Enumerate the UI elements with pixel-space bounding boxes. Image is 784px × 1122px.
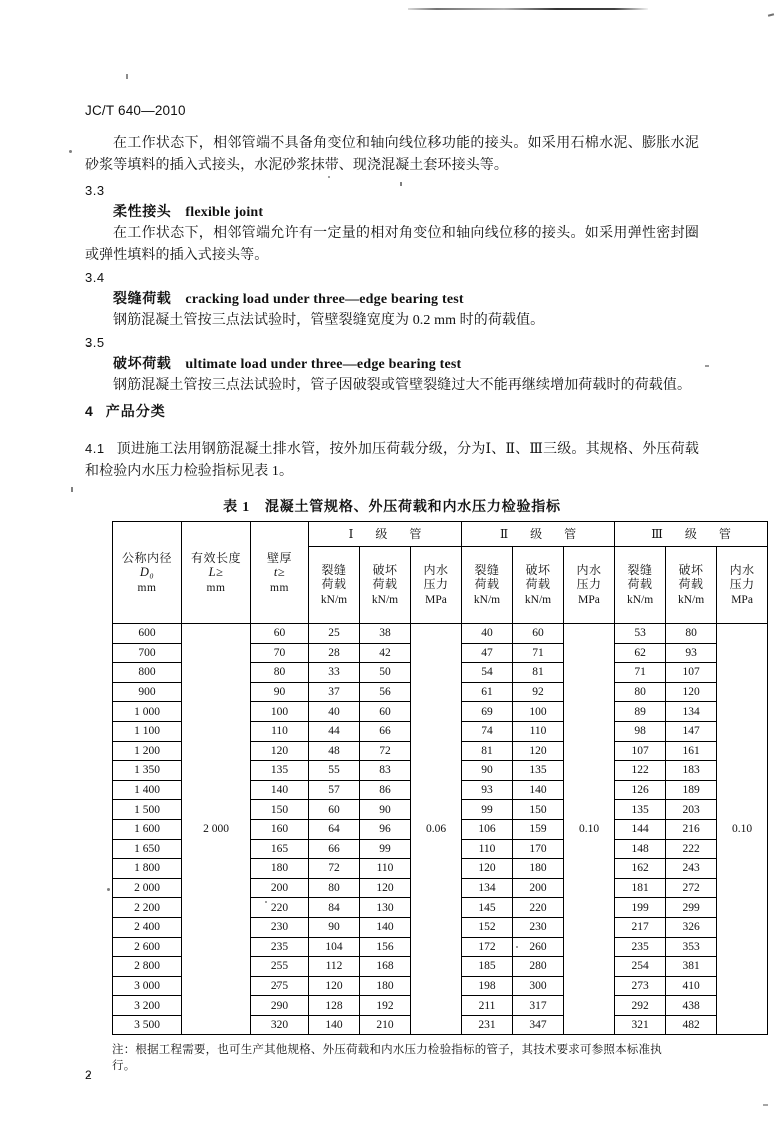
cell-nominal-diameter: 3 200 <box>113 996 182 1016</box>
label-unit: MPa <box>425 594 447 606</box>
cell-g1-ultimate-load: 180 <box>360 976 411 996</box>
label-line-1: 内水 <box>576 563 602 577</box>
cell-g3-ultimate-load: 120 <box>666 682 717 702</box>
cell-g3-ultimate-load: 272 <box>666 878 717 898</box>
cell-nominal-diameter: 800 <box>113 663 182 683</box>
cell-g3-cracking-load: 181 <box>615 878 666 898</box>
cell-g3-cracking-load: 80 <box>615 682 666 702</box>
cell-wall-thickness: 165 <box>251 839 309 859</box>
cell-nominal-diameter: 1 200 <box>113 741 182 761</box>
cell-g3-ultimate-load: 222 <box>666 839 717 859</box>
cell-g3-ultimate-load: 326 <box>666 917 717 937</box>
cell-g3-cracking-load: 126 <box>615 780 666 800</box>
cell-g3-ultimate-load: 189 <box>666 780 717 800</box>
header-nominal-diameter <box>113 522 182 624</box>
scan-artifact-corner-mark <box>768 13 774 16</box>
cell-g1-cracking-load: 60 <box>309 800 360 820</box>
cell-g1-cracking-load: 104 <box>309 937 360 957</box>
label-unit: kN/m <box>626 594 654 606</box>
cell-g1-cracking-load: 25 <box>309 624 360 644</box>
cell-g2-cracking-load: 106 <box>462 819 513 839</box>
cell-nominal-diameter: 700 <box>113 643 182 663</box>
cell-g3-cracking-load: 107 <box>615 741 666 761</box>
header-nominal-diameter-unit: mm <box>137 581 157 594</box>
cell-wall-thickness: 110 <box>251 721 309 741</box>
cell-g1-cracking-load: 40 <box>309 702 360 722</box>
scan-speck <box>763 1104 768 1106</box>
cell-nominal-diameter: 1 650 <box>113 839 182 859</box>
label-line-2: 荷载 <box>525 577 551 591</box>
cell-nominal-diameter: 1 800 <box>113 859 182 879</box>
cell-g3-cracking-load: 53 <box>615 624 666 644</box>
cell-g1-cracking-load: 28 <box>309 643 360 663</box>
header-effective-length <box>182 522 251 624</box>
cell-g3-ultimate-load: 299 <box>666 898 717 918</box>
cell-g2-ultimate-load: 92 <box>513 682 564 702</box>
cell-g2-cracking-load: 231 <box>462 1015 513 1035</box>
label-line-1: 裂缝 <box>474 563 500 577</box>
cell-g1-ultimate-load: 90 <box>360 800 411 820</box>
header-g3-internal-pressure <box>717 547 768 624</box>
label-unit: MPa <box>731 594 753 606</box>
cell-wall-thickness: 230 <box>251 917 309 937</box>
label-line-2: 压力 <box>729 577 755 591</box>
clause-3-5 <box>85 332 699 397</box>
label-unit: kN/m <box>371 594 399 606</box>
cell-g1-cracking-load: 55 <box>309 761 360 781</box>
header-wall-thickness-label: 壁厚 <box>266 550 292 565</box>
cell-g1-cracking-load: 128 <box>309 996 360 1016</box>
cell-g2-ultimate-load: 71 <box>513 643 564 663</box>
cell-g2-cracking-load: 54 <box>462 663 513 683</box>
scan-speck <box>705 365 709 367</box>
scan-speck <box>328 176 330 178</box>
cell-g3-cracking-load: 148 <box>615 839 666 859</box>
cell-g2-cracking-load: 145 <box>462 898 513 918</box>
cell-g1-cracking-load: 80 <box>309 878 360 898</box>
cell-g2-ultimate-load: 140 <box>513 780 564 800</box>
cell-wall-thickness: 255 <box>251 957 309 977</box>
cell-g1-cracking-load: 84 <box>309 898 360 918</box>
cell-g2-ultimate-load: 120 <box>513 741 564 761</box>
table-1-caption: 表 1 混凝土管规格、外压荷载和内水压力检验指标 <box>223 500 561 515</box>
cell-nominal-diameter: 1 350 <box>113 761 182 781</box>
section-4-title: 产品分类 <box>105 405 166 420</box>
cell-g3-cracking-load: 122 <box>615 761 666 781</box>
cell-g2-ultimate-load: 159 <box>513 819 564 839</box>
cell-g1-ultimate-load: 140 <box>360 917 411 937</box>
scan-speck <box>107 888 110 891</box>
cell-g3-ultimate-load: 216 <box>666 819 717 839</box>
label-line-1: 裂缝 <box>321 563 347 577</box>
cell-g1-cracking-load: 66 <box>309 839 360 859</box>
cell-g2-ultimate-load: 110 <box>513 721 564 741</box>
cell-g2-cracking-load: 47 <box>462 643 513 663</box>
cell-g3-cracking-load: 199 <box>615 898 666 918</box>
cell-g2-ultimate-load: 280 <box>513 957 564 977</box>
cell-wall-thickness: 150 <box>251 800 309 820</box>
clause-3-5-paragraph: 钢筋混凝土管按三点法试验时，管子因破裂或管壁裂缝过大不能再继续增加荷载时的荷载值。 <box>113 378 692 393</box>
cell-g1-cracking-load: 120 <box>309 976 360 996</box>
cell-wall-thickness: 220 <box>251 898 309 918</box>
clause-3-3 <box>85 180 699 266</box>
cell-g2-ultimate-load: 60 <box>513 624 564 644</box>
cell-g3-cracking-load: 273 <box>615 976 666 996</box>
header-grade-2: Ⅱ 级 管 <box>462 522 615 547</box>
header-effective-length-label: 有效长度 <box>190 550 241 565</box>
label-line-2: 压力 <box>423 577 449 591</box>
cell-g2-ultimate-load: 200 <box>513 878 564 898</box>
cell-g3-ultimate-load: 161 <box>666 741 717 761</box>
cell-g2-cracking-load: 152 <box>462 917 513 937</box>
cell-g3-internal-pressure: 0.10 <box>717 624 768 1035</box>
table-header-row-grades <box>113 522 768 547</box>
cell-g1-cracking-load: 64 <box>309 819 360 839</box>
table-row <box>113 624 768 644</box>
cell-wall-thickness: 140 <box>251 780 309 800</box>
cell-g1-ultimate-load: 42 <box>360 643 411 663</box>
label-line-1: 破坏 <box>372 563 398 577</box>
label-line-1: 内水 <box>729 563 755 577</box>
spec-table <box>112 521 768 1035</box>
cell-nominal-diameter: 1 000 <box>113 702 182 722</box>
cell-g3-ultimate-load: 482 <box>666 1015 717 1035</box>
label-unit: MPa <box>578 594 600 606</box>
cell-nominal-diameter: 2 400 <box>113 917 182 937</box>
cell-g2-ultimate-load: 180 <box>513 859 564 879</box>
cell-g3-cracking-load: 162 <box>615 859 666 879</box>
label-line-1: 破坏 <box>525 563 551 577</box>
cell-wall-thickness: 60 <box>251 624 309 644</box>
cell-g2-cracking-load: 93 <box>462 780 513 800</box>
cell-nominal-diameter: 1 400 <box>113 780 182 800</box>
label-unit: kN/m <box>677 594 705 606</box>
cell-g3-cracking-load: 321 <box>615 1015 666 1035</box>
clause-3-2-paragraph: 在工作状态下，相邻管端不具备角变位和轴向线位移功能的接头。如采用石棉水泥、膨胀水泥砂浆等填料的插入式接头，水泥砂浆抹带、现浇混凝土套环接头等。 <box>85 136 699 173</box>
label-line-2: 荷载 <box>678 577 704 591</box>
cell-g2-cracking-load: 120 <box>462 859 513 879</box>
cell-g2-cracking-load: 99 <box>462 800 513 820</box>
cell-g3-cracking-load: 217 <box>615 917 666 937</box>
cell-wall-thickness: 180 <box>251 859 309 879</box>
cell-g2-ultimate-load: 230 <box>513 917 564 937</box>
cell-g2-cracking-load: 81 <box>462 741 513 761</box>
cell-g3-ultimate-load: 381 <box>666 957 717 977</box>
header-effective-length-symbol: L≥ <box>208 564 224 579</box>
cell-nominal-diameter: 3 500 <box>113 1015 182 1035</box>
cell-wall-thickness: 320 <box>251 1015 309 1035</box>
header-nominal-diameter-symbol: D₀ <box>139 564 155 579</box>
table-1-container <box>112 521 755 1035</box>
label-line-2: 荷载 <box>321 577 347 591</box>
scan-speck <box>126 74 128 79</box>
cell-g1-cracking-load: 140 <box>309 1015 360 1035</box>
label-line-1: 裂缝 <box>627 563 653 577</box>
clause-3-4 <box>85 267 699 332</box>
cell-g1-ultimate-load: 38 <box>360 624 411 644</box>
page-number: 2 <box>85 1068 92 1082</box>
cell-nominal-diameter: 2 800 <box>113 957 182 977</box>
cell-wall-thickness: 290 <box>251 996 309 1016</box>
cell-nominal-diameter: 3 000 <box>113 976 182 996</box>
cell-nominal-diameter: 1 500 <box>113 800 182 820</box>
cell-g1-cracking-load: 44 <box>309 721 360 741</box>
cell-g2-cracking-load: 211 <box>462 996 513 1016</box>
header-wall-thickness <box>251 522 309 624</box>
scan-speck <box>69 150 72 153</box>
header-grade-3: Ⅲ 级 管 <box>615 522 768 547</box>
cell-g1-ultimate-load: 110 <box>360 859 411 879</box>
cell-g2-cracking-load: 198 <box>462 976 513 996</box>
cell-g1-ultimate-load: 50 <box>360 663 411 683</box>
cell-g3-ultimate-load: 107 <box>666 663 717 683</box>
cell-g2-ultimate-load: 347 <box>513 1015 564 1035</box>
cell-g2-ultimate-load: 170 <box>513 839 564 859</box>
cell-g2-cracking-load: 172 <box>462 937 513 957</box>
term-chinese: 破坏荷载 <box>113 356 172 372</box>
cell-g3-cracking-load: 71 <box>615 663 666 683</box>
header-effective-length-unit: mm <box>206 581 226 594</box>
cell-g2-cracking-load: 110 <box>462 839 513 859</box>
cell-g2-cracking-load: 185 <box>462 957 513 977</box>
header-wall-thickness-unit: mm <box>270 581 289 594</box>
cell-nominal-diameter: 600 <box>113 624 182 644</box>
header-grade-1: Ⅰ 级 管 <box>309 522 462 547</box>
cell-g1-ultimate-load: 168 <box>360 957 411 977</box>
cell-g1-ultimate-load: 130 <box>360 898 411 918</box>
table-header <box>113 522 768 624</box>
clause-3-3-term <box>85 202 699 224</box>
cell-g1-ultimate-load: 99 <box>360 839 411 859</box>
cell-g3-cracking-load: 89 <box>615 702 666 722</box>
cell-g2-ultimate-load: 100 <box>513 702 564 722</box>
cell-g3-cracking-load: 235 <box>615 937 666 957</box>
cell-g1-ultimate-load: 96 <box>360 819 411 839</box>
clause-3-4-paragraph: 钢筋混凝土管按三点法试验时，管壁裂缝宽度为 0.2 mm 时的荷载值。 <box>113 313 545 328</box>
label-line-1: 破坏 <box>678 563 704 577</box>
table-1-note: 注：根据工程需要，也可生产其他规格、外压荷载和内水压力检验指标的管子，其技术要求可参照本标准执行。 <box>112 1044 662 1072</box>
cell-wall-thickness: 235 <box>251 937 309 957</box>
cell-g3-ultimate-load: 147 <box>666 721 717 741</box>
cell-g1-ultimate-load: 56 <box>360 682 411 702</box>
clause-3-3-number: 3.3 <box>85 183 105 198</box>
table-body <box>113 624 768 1035</box>
label-line-2: 荷载 <box>372 577 398 591</box>
label-unit: kN/m <box>524 594 552 606</box>
clause-4-1-text: 顶进施工法用钢筋混凝土排水管，按外加压荷载分级，分为Ⅰ、Ⅱ、Ⅲ三级。其规格、外压荷载和检验内水压力检验指标见表 1。 <box>85 442 699 479</box>
term-chinese: 裂缝荷载 <box>113 291 172 307</box>
cell-g2-cracking-load: 134 <box>462 878 513 898</box>
cell-g3-cracking-load: 98 <box>615 721 666 741</box>
cell-g1-ultimate-load: 72 <box>360 741 411 761</box>
cell-wall-thickness: 70 <box>251 643 309 663</box>
cell-g2-ultimate-load: 317 <box>513 996 564 1016</box>
cell-wall-thickness: 135 <box>251 761 309 781</box>
label-line-2: 荷载 <box>627 577 653 591</box>
cell-g2-internal-pressure: 0.10 <box>564 624 615 1035</box>
cell-nominal-diameter: 900 <box>113 682 182 702</box>
header-g3-ultimate-load <box>666 547 717 624</box>
clause-3-3-paragraph: 在工作状态下，相邻管端允许有一定量的相对角变位和轴向线位移的接头。如采用弹性密封圈或弹性填料的插入式接头等。 <box>85 226 699 263</box>
cell-g1-cracking-load: 112 <box>309 957 360 977</box>
cell-g1-ultimate-load: 66 <box>360 721 411 741</box>
clause-3-5-number: 3.5 <box>85 335 105 350</box>
scan-artifact-line <box>408 8 648 10</box>
header-g1-ultimate-load <box>360 547 411 624</box>
cell-wall-thickness: 100 <box>251 702 309 722</box>
cell-effective-length: 2 000 <box>182 624 251 1035</box>
cell-g1-cracking-load: 33 <box>309 663 360 683</box>
cell-wall-thickness: 275 <box>251 976 309 996</box>
cell-nominal-diameter: 2 600 <box>113 937 182 957</box>
cell-g1-ultimate-load: 120 <box>360 878 411 898</box>
header-g2-cracking-load <box>462 547 513 624</box>
label-line-2: 荷载 <box>474 577 500 591</box>
cell-nominal-diameter: 2 200 <box>113 898 182 918</box>
header-wall-thickness-symbol: t≥ <box>273 564 286 579</box>
term-english: ultimate load under three—edge bearing test <box>185 356 462 372</box>
header-g3-cracking-load <box>615 547 666 624</box>
cell-g1-ultimate-load: 83 <box>360 761 411 781</box>
cell-nominal-diameter: 2 000 <box>113 878 182 898</box>
cell-nominal-diameter: 1 100 <box>113 721 182 741</box>
cell-g3-ultimate-load: 243 <box>666 859 717 879</box>
label-line-1: 内水 <box>423 563 449 577</box>
header-g1-internal-pressure <box>411 547 462 624</box>
cell-wall-thickness: 80 <box>251 663 309 683</box>
label-unit: kN/m <box>473 594 501 606</box>
cell-g1-ultimate-load: 86 <box>360 780 411 800</box>
term-english: cracking load under three—edge bearing test <box>185 291 464 307</box>
clause-4-1-number: 4.1 <box>85 441 105 456</box>
cell-g2-cracking-load: 74 <box>462 721 513 741</box>
cell-wall-thickness: 120 <box>251 741 309 761</box>
cell-g1-ultimate-load: 210 <box>360 1015 411 1035</box>
cell-g3-ultimate-load: 80 <box>666 624 717 644</box>
cell-g1-ultimate-load: 60 <box>360 702 411 722</box>
cell-g3-ultimate-load: 134 <box>666 702 717 722</box>
cell-g1-ultimate-load: 192 <box>360 996 411 1016</box>
cell-g1-cracking-load: 48 <box>309 741 360 761</box>
cell-g1-internal-pressure: 0.06 <box>411 624 462 1035</box>
cell-g1-cracking-load: 37 <box>309 682 360 702</box>
cell-g2-cracking-load: 40 <box>462 624 513 644</box>
header-g2-internal-pressure <box>564 547 615 624</box>
scan-speck <box>71 487 73 492</box>
header-nominal-diameter-label: 公称内径 <box>121 550 172 565</box>
label-unit: kN/m <box>320 594 348 606</box>
section-4-heading <box>85 401 166 421</box>
cell-g2-ultimate-load: 150 <box>513 800 564 820</box>
cell-g3-cracking-load: 144 <box>615 819 666 839</box>
term-english: flexible joint <box>185 204 264 220</box>
section-4-number: 4 <box>85 403 94 419</box>
cell-g2-cracking-load: 69 <box>462 702 513 722</box>
cell-g3-ultimate-load: 353 <box>666 937 717 957</box>
cell-g3-ultimate-load: 438 <box>666 996 717 1016</box>
cell-g3-cracking-load: 135 <box>615 800 666 820</box>
cell-g1-cracking-load: 72 <box>309 859 360 879</box>
cell-wall-thickness: 90 <box>251 682 309 702</box>
cell-g3-cracking-load: 292 <box>615 996 666 1016</box>
cell-g3-ultimate-load: 93 <box>666 643 717 663</box>
cell-g2-ultimate-load: 260 <box>513 937 564 957</box>
cell-g3-ultimate-load: 203 <box>666 800 717 820</box>
cell-g2-ultimate-load: 135 <box>513 761 564 781</box>
header-g2-ultimate-load <box>513 547 564 624</box>
cell-wall-thickness: 200 <box>251 878 309 898</box>
cell-g2-ultimate-load: 220 <box>513 898 564 918</box>
cell-g2-ultimate-load: 300 <box>513 976 564 996</box>
cell-nominal-diameter: 1 600 <box>113 819 182 839</box>
clause-4-1-paragraph <box>85 438 699 482</box>
clause-3-5-term <box>85 354 699 376</box>
cell-g1-cracking-load: 57 <box>309 780 360 800</box>
clause-3-4-number: 3.4 <box>85 270 105 285</box>
header-g1-cracking-load <box>309 547 360 624</box>
cell-g3-ultimate-load: 410 <box>666 976 717 996</box>
cell-g3-ultimate-load: 183 <box>666 761 717 781</box>
label-line-2: 压力 <box>576 577 602 591</box>
cell-g1-cracking-load: 90 <box>309 917 360 937</box>
clause-3-4-term <box>85 289 699 311</box>
cell-wall-thickness: 160 <box>251 819 309 839</box>
term-chinese: 柔性接头 <box>113 204 172 220</box>
cell-g2-cracking-load: 90 <box>462 761 513 781</box>
cell-g3-cracking-load: 254 <box>615 957 666 977</box>
standard-number-header: JC/T 640—2010 <box>85 103 186 118</box>
cell-g3-cracking-load: 62 <box>615 643 666 663</box>
clause-3-2-body <box>85 133 699 176</box>
cell-g1-ultimate-load: 156 <box>360 937 411 957</box>
cell-g2-ultimate-load: 81 <box>513 663 564 683</box>
clause-4-1 <box>85 438 699 482</box>
cell-g2-cracking-load: 61 <box>462 682 513 702</box>
